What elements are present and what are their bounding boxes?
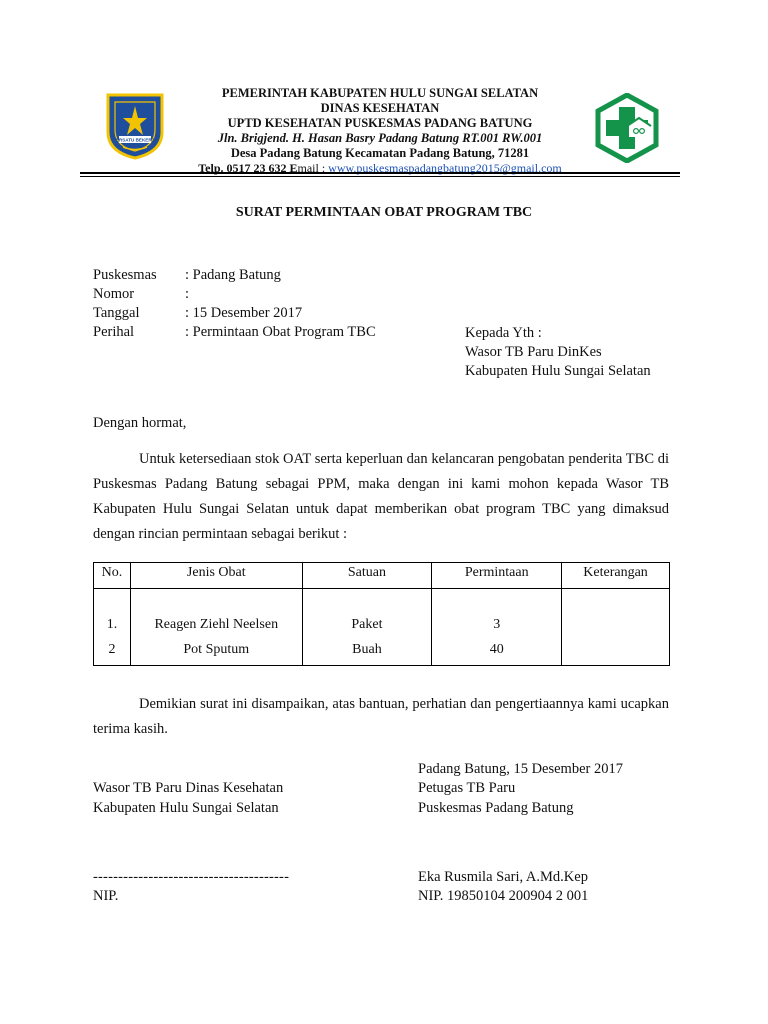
row-1-qty: 3 xyxy=(493,617,501,632)
row-1-no: 1. xyxy=(106,617,118,632)
signature-right-name: Eka Rusmila Sari, A.Md.Kep xyxy=(418,869,588,885)
row-2-qty: 40 xyxy=(489,642,504,657)
meta-label-perihal: Perihal xyxy=(93,324,135,340)
signature-right-nip: NIP. 19850104 200904 2 001 xyxy=(418,888,589,904)
row-2-no: 2 xyxy=(108,642,116,657)
letterhead-rule-thin xyxy=(80,176,680,177)
signature-place-date: Padang Batung, 15 Desember 2017 xyxy=(418,761,623,777)
row-1-item: Reagen Ziehl Neelsen xyxy=(154,617,279,632)
signature-right-title-2: Puskesmas Padang Batung xyxy=(418,800,574,816)
letter-title: SURAT PERMINTAAN OBAT PROGRAM TBC xyxy=(235,205,533,220)
table-header-unit: Satuan xyxy=(302,563,432,589)
signature-left-line: --------------------------------------- xyxy=(93,869,290,885)
letterhead-uptd: UPTD KESEHATAN PUSKESMAS PADANG BATUNG xyxy=(227,116,533,130)
table-row xyxy=(94,589,670,666)
request-table xyxy=(93,562,670,666)
closing-paragraph xyxy=(93,692,669,742)
table-cell-no xyxy=(94,589,131,666)
table-cell-unit xyxy=(302,589,432,666)
row-2-item: Pot Sputum xyxy=(183,642,250,657)
mail-label: mail : xyxy=(297,161,329,175)
greeting: Dengan hormat, xyxy=(93,415,187,431)
body-paragraph-1-text: Untuk ketersediaan stok OAT serta keperluan dan kelancaran pengobatan penderita TBC di Puskesmas Padang Batung sebagai PPM, maka dengan ini kami mohon kepada Wasor TB Kabupaten Hulu Sungai Selatan untuk dapat memberikan obat program TBC yang dimaksud dengan rincian permintaan sebagai berikut : xyxy=(93,451,669,542)
table-header-row xyxy=(94,563,670,589)
table-cell-item xyxy=(130,589,302,666)
recipient-line-2: Wasor TB Paru DinKes xyxy=(465,344,602,360)
meta-value-tanggal: : 15 Desember 2017 xyxy=(185,305,303,321)
table-header-no: No. xyxy=(94,563,131,589)
kabupaten-logo xyxy=(105,92,165,160)
signature-left-nip: NIP. xyxy=(93,888,119,904)
recipient-line-3: Kabupaten Hulu Sungai Selatan xyxy=(465,363,651,379)
meta-label-nomor: Nomor xyxy=(93,286,135,302)
table-cell-qty xyxy=(432,589,562,666)
closing-paragraph-text: Demikian surat ini disampaikan, atas bantuan, perhatian dan pengertiaannya kami ucapkan terima kasih. xyxy=(93,696,669,737)
table-header-qty: Permintaan xyxy=(432,563,562,589)
letterhead-address: Jln. Brigjend. H. Hasan Basry Padang Batung RT.001 RW.001 xyxy=(217,131,543,145)
signature-right-title-1: Petugas TB Paru xyxy=(418,780,516,796)
email-link[interactable]: www.puskesmaspadangbatung2015@gmail.com xyxy=(328,161,562,175)
meta-value-perihal: : Permintaan Obat Program TBC xyxy=(185,324,376,340)
letterhead-department: DINAS KESEHATAN xyxy=(320,101,440,115)
table-header-item: Jenis Obat xyxy=(130,563,302,589)
letterhead-village: Desa Padang Batung Kecamatan Padang Batung, 71281 xyxy=(230,146,530,160)
row-2-unit: Buah xyxy=(352,642,382,657)
meta-label-tanggal: Tanggal xyxy=(93,305,140,321)
signature-left-title-1: Wasor TB Paru Dinas Kesehatan xyxy=(93,780,284,796)
meta-value-puskesmas: : Padang Batung xyxy=(185,267,281,283)
recipient-line-1: Kepada Yth : xyxy=(465,325,542,341)
table-header-note: Keterangan xyxy=(562,563,670,589)
phone-text: Telp. 0517 23 632 E xyxy=(198,161,298,175)
letterhead-rule-thick xyxy=(80,172,680,174)
signature-left-title-2: Kabupaten Hulu Sungai Selatan xyxy=(93,800,279,816)
body-paragraph-1 xyxy=(93,447,669,547)
table-cell-note xyxy=(562,589,670,666)
letterhead-government: PEMERINTAH KABUPATEN HULU SUNGAI SELATAN xyxy=(221,86,539,100)
meta-value-nomor: : xyxy=(185,286,190,302)
meta-label-puskesmas: Puskesmas xyxy=(93,267,157,283)
row-1-unit: Paket xyxy=(351,617,383,632)
logo-motto: BERSATU BEKERJA xyxy=(112,137,158,143)
puskesmas-logo xyxy=(592,93,662,163)
